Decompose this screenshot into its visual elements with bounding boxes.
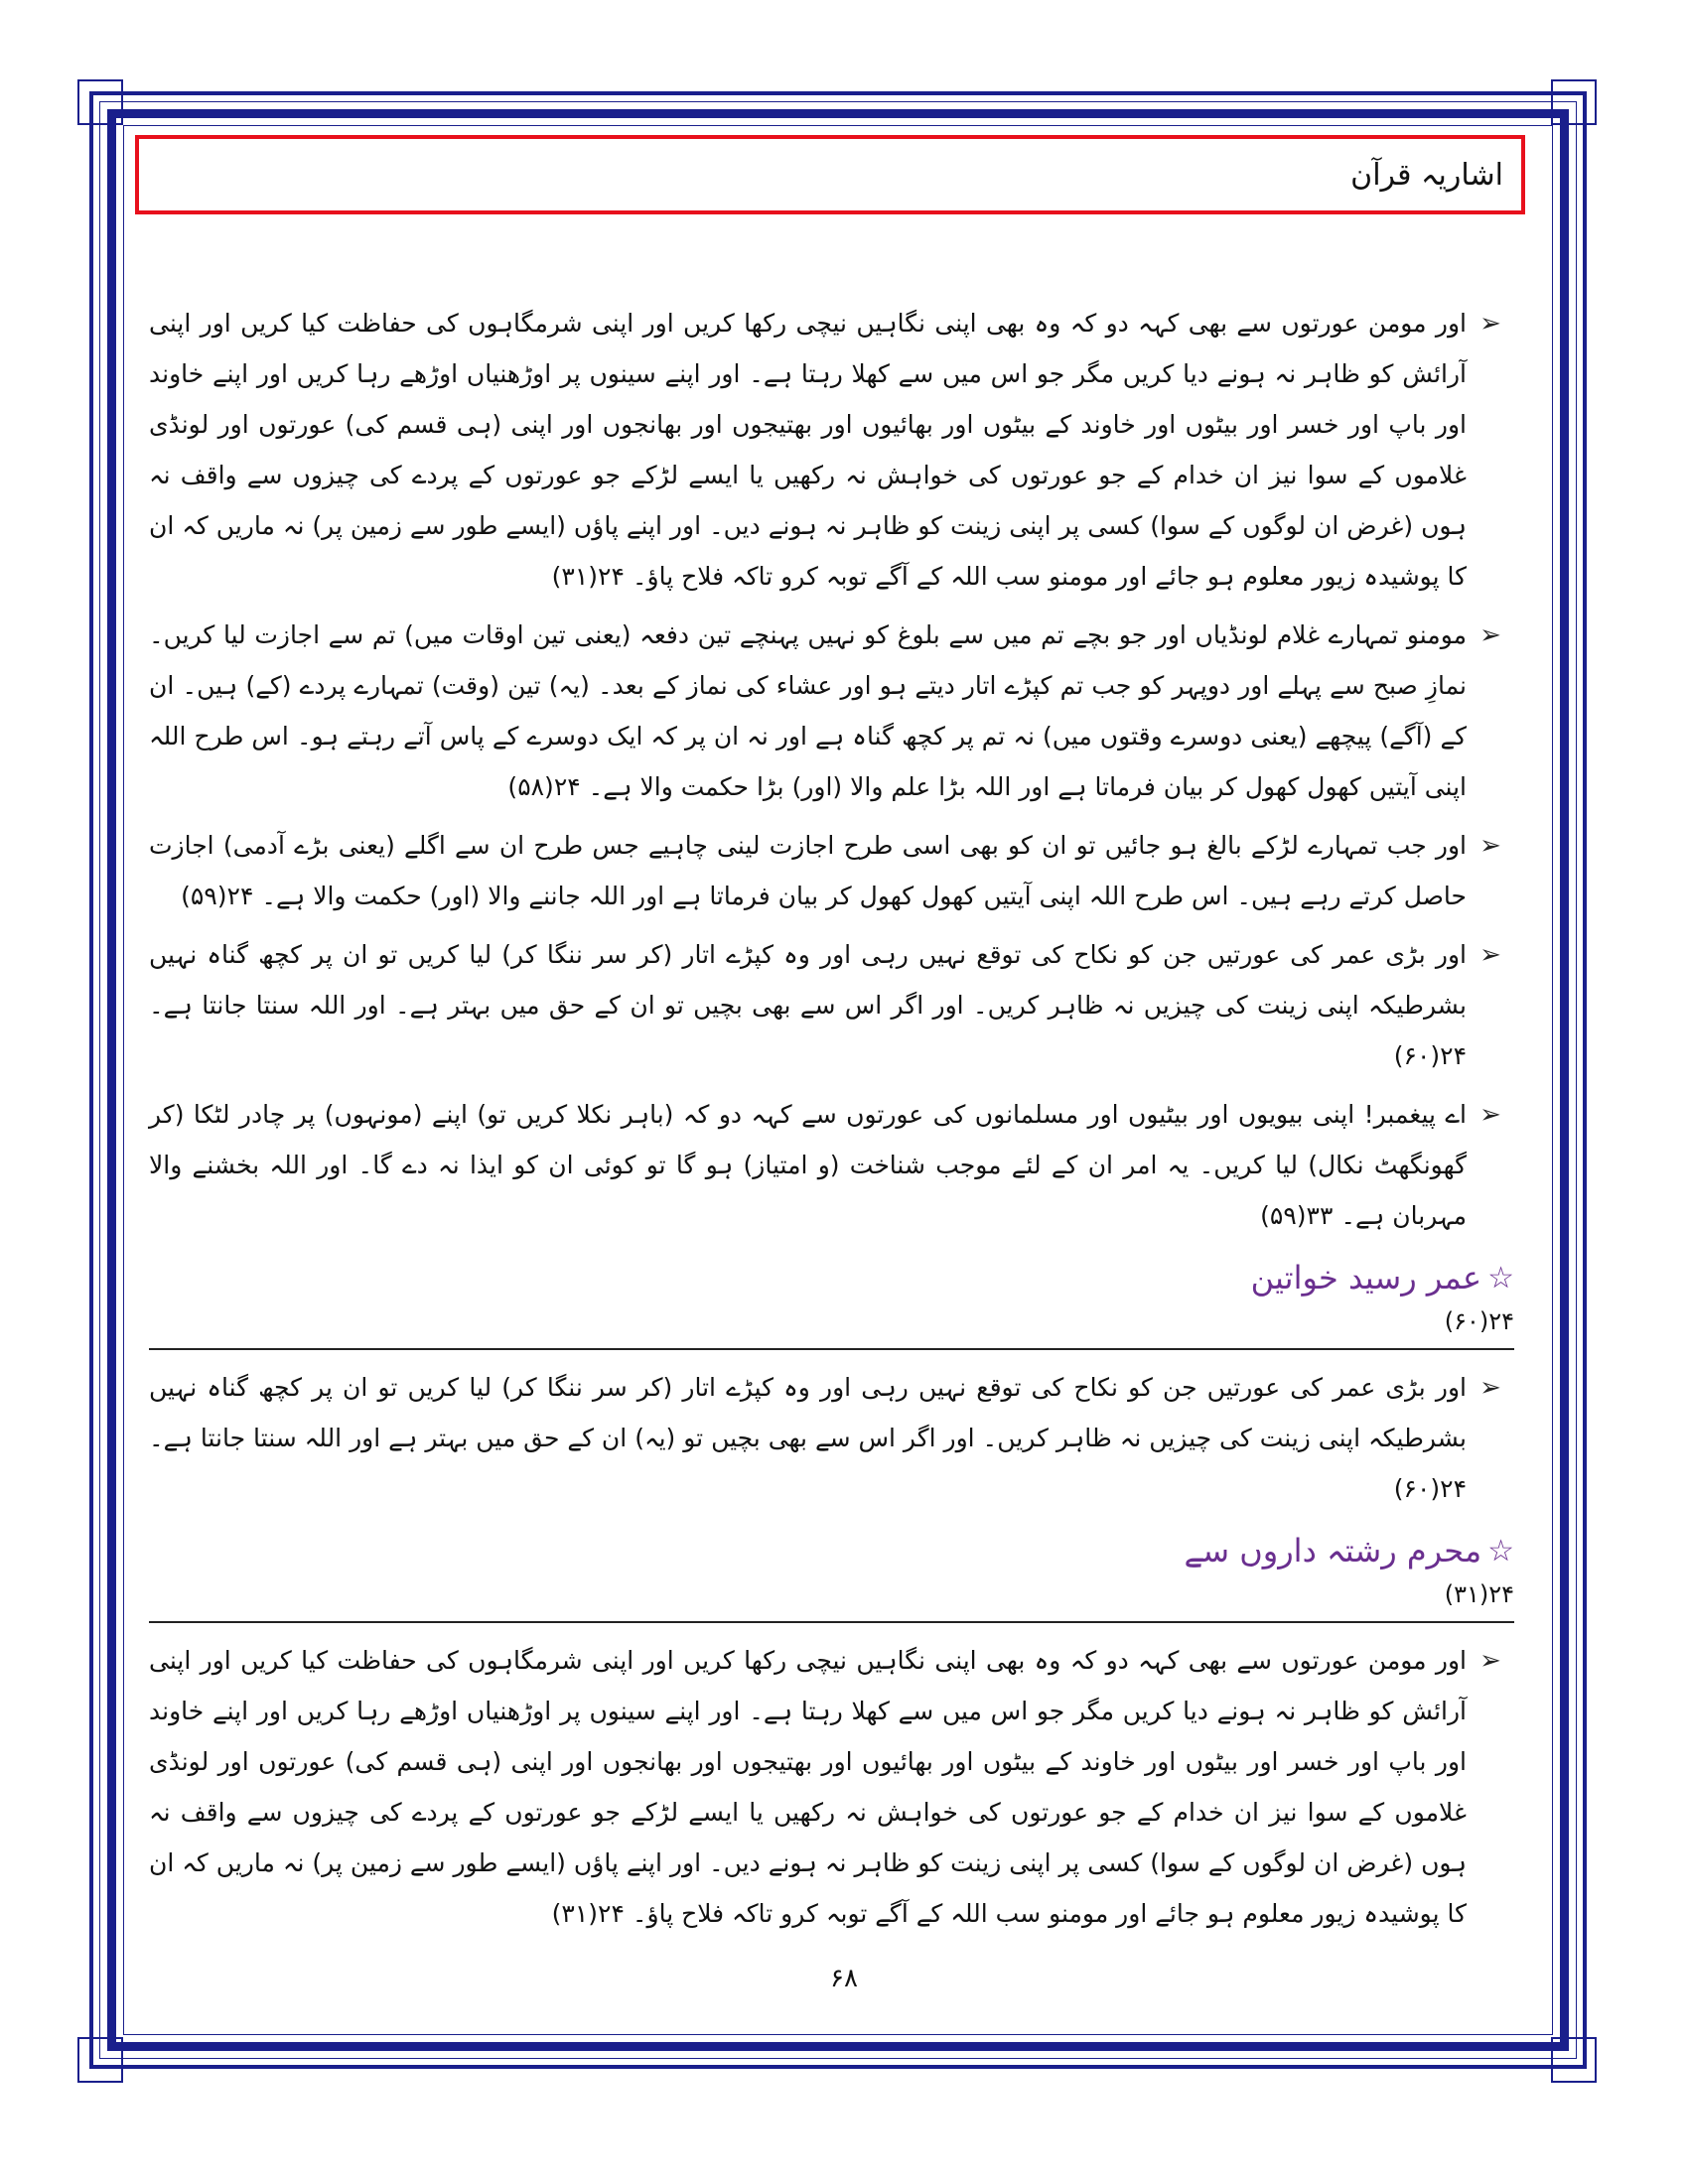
divider — [149, 1348, 1514, 1350]
verse-entry — [149, 820, 1514, 921]
page-number: ۶۸ — [830, 1964, 858, 1993]
arrow-bullet-icon: ➢ — [1479, 620, 1501, 650]
verse-text: اور بڑی عمر کی عورتیں جن کو نکاح کی توقع نہیں رہی اور وہ کپڑے اتار (کر سر ننگا کر) لیا کریں تو ان پر کچھ گناہ نہیں بشرطیکہ اپنی زینت کی چیزیں نہ ظاہر کریں۔ اور اگر اس سے بھی بچیں تو ان کے حق میں بہتر ہے۔ اور اللہ سنتا جانتا ہے۔ ۲۴(۶۰) — [149, 940, 1467, 1070]
arrow-bullet-icon: ➢ — [1479, 1100, 1501, 1130]
verse-text: اور مومن عورتوں سے بھی کہہ دو کہ وہ بھی اپنی نگاہیں نیچی رکھا کریں اور اپنی شرمگاہوں کی حفاظت کیا کریں اور اپنی آرائش کو ظاہر نہ ہونے دیا کریں مگر جو اس میں سے کھلا رہتا ہے۔ اور اپنے سینوں پر اوڑھنیاں اوڑھے رہا کریں اور اپنے خاوند اور باپ اور خسر اور بیٹوں اور خاوند کے بیٹوں اور بھائیوں اور بھتیجوں اور بھانجوں اور اپنی (ہی قسم کی) عورتوں اور لونڈی غلاموں کے سوا نیز ان خدام کے جو عورتوں کی خواہش نہ رکھیں یا ایسے لڑکے جو عورتوں کے پردے کی چیزوں سے واقف نہ ہوں (غرض ان لوگوں کے سوا) کسی پر اپنی زینت کو ظاہر نہ ہونے دیں۔ اور اپنے پاؤں (ایسے طور سے زمین پر) نہ ماریں کہ ان کا پوشیدہ زیور معلوم ہو جائے اور مومنو سب اللہ کے آگے توبہ کرو تاکہ فلاح پاؤ۔ ۲۴(۳۱) — [149, 309, 1467, 591]
arrow-bullet-icon: ➢ — [1479, 940, 1501, 970]
star-icon: ☆ — [1487, 1260, 1514, 1296]
section-reference: ۲۴(۳۱) — [1444, 1580, 1514, 1608]
section-reference: ۲۴(۶۰) — [1444, 1307, 1514, 1335]
divider — [149, 1621, 1514, 1623]
verse-text: اور جب تمہارے لڑکے بالغ ہو جائیں تو ان کو بھی اسی طرح اجازت لینی چاہیے جس طرح ان سے اگلے (یعنی بڑے آدمی) اجازت حاصل کرتے رہے ہیں۔ اس طرح اللہ اپنی آیتیں کھول کھول کر بیان فرماتا ہے اور اللہ جاننے والا (اور) حکمت والا ہے۔ ۲۴(۵۹) — [149, 831, 1467, 910]
border-corner-ornament — [1551, 2037, 1597, 2083]
border-corner-ornament — [77, 79, 123, 125]
main-content — [149, 298, 1514, 1947]
page-title: اشاریہ قرآن — [1350, 157, 1503, 193]
arrow-bullet-icon: ➢ — [1479, 309, 1501, 339]
section-heading — [149, 1259, 1514, 1297]
section-heading — [149, 1532, 1514, 1570]
section-title: عمر رسید خواتین — [1250, 1259, 1482, 1297]
verse-entry — [149, 929, 1514, 1081]
border-corner-ornament — [1551, 79, 1597, 125]
arrow-bullet-icon: ➢ — [1479, 831, 1501, 861]
verse-text: مومنو تمہارے غلام لونڈیاں اور جو بچے تم میں سے بلوغ کو نہیں پہنچے تین دفعہ (یعنی تین اوقات میں) تم سے اجازت لیا کریں۔ نمازِ صبح سے پہلے اور دوپہر کو جب تم کپڑے اتار دیتے ہو اور عشاء کی نماز کے بعد۔ (یہ) تین (وقت) تمہارے پردے (کے) ہیں۔ ان کے (آگے) پیچھے (یعنی دوسرے وقتوں میں) نہ تم پر کچھ گناہ ہے اور نہ ان پر کہ ایک دوسرے کے پاس آتے رہتے ہو۔ اس طرح اللہ اپنی آیتیں کھول کھول کر بیان فرماتا ہے اور اللہ بڑا علم والا (اور) بڑا حکمت والا ہے۔ ۲۴(۵۸) — [149, 620, 1467, 801]
border-corner-ornament — [77, 2037, 123, 2083]
verse-text: اور مومن عورتوں سے بھی کہہ دو کہ وہ بھی اپنی نگاہیں نیچی رکھا کریں اور اپنی شرمگاہوں کی حفاظت کیا کریں اور اپنی آرائش کو ظاہر نہ ہونے دیا کریں مگر جو اس میں سے کھلا رہتا ہے۔ اور اپنے سینوں پر اوڑھنیاں اوڑھے رہا کریں اور اپنے خاوند اور باپ اور خسر اور بیٹوں اور خاوند کے بیٹوں اور بھائیوں اور بھتیجوں اور بھانجوں اور اپنی (ہی قسم کی) عورتوں اور لونڈی غلاموں کے سوا نیز ان خدام کے جو عورتوں کی خواہش نہ رکھیں یا ایسے لڑکے جو عورتوں کے پردے کی چیزوں سے واقف نہ ہوں (غرض ان لوگوں کے سوا) کسی پر اپنی زینت کو ظاہر نہ ہونے دیں۔ اور اپنے پاؤں (ایسے طور سے زمین پر) نہ ماریں کہ ان کا پوشیدہ زیور معلوم ہو جائے اور مومنو سب اللہ کے آگے توبہ کرو تاکہ فلاح پاؤ۔ ۲۴(۳۱) — [149, 1646, 1467, 1928]
section-title: محرم رشتہ داروں سے — [1184, 1532, 1482, 1570]
verse-entry — [149, 610, 1514, 812]
verse-entry — [149, 1362, 1514, 1514]
verse-entry — [149, 1089, 1514, 1241]
arrow-bullet-icon: ➢ — [1479, 1373, 1501, 1403]
star-icon: ☆ — [1487, 1533, 1514, 1569]
verse-entry — [149, 1635, 1514, 1939]
verse-text: اور بڑی عمر کی عورتیں جن کو نکاح کی توقع نہیں رہی اور وہ کپڑے اتار (کر سر ننگا کر) لیا کریں تو ان پر کچھ گناہ نہیں بشرطیکہ اپنی زینت کی چیزیں نہ ظاہر کریں۔ اور اگر اس سے بھی بچیں تو (یہ) ان کے حق میں بہتر ہے اور اللہ سنتا جانتا ہے۔ ۲۴(۶۰) — [149, 1373, 1467, 1503]
arrow-bullet-icon: ➢ — [1479, 1646, 1501, 1676]
header-box — [135, 135, 1525, 214]
verse-text: اے پیغمبر! اپنی بیویوں اور بیٹیوں اور مسلمانوں کی عورتوں سے کہہ دو کہ (باہر نکلا کریں تو) اپنے (مونہوں) پر چادر لٹکا (کر گھونگھٹ نکال) لیا کریں۔ یہ امر ان کے لئے موجب شناخت (و امتیاز) ہو گا تو کوئی ان کو ایذا نہ دے گا۔ اور اللہ بخشنے والا مہربان ہے۔ ۳۳(۵۹) — [149, 1100, 1467, 1230]
verse-entry — [149, 298, 1514, 602]
